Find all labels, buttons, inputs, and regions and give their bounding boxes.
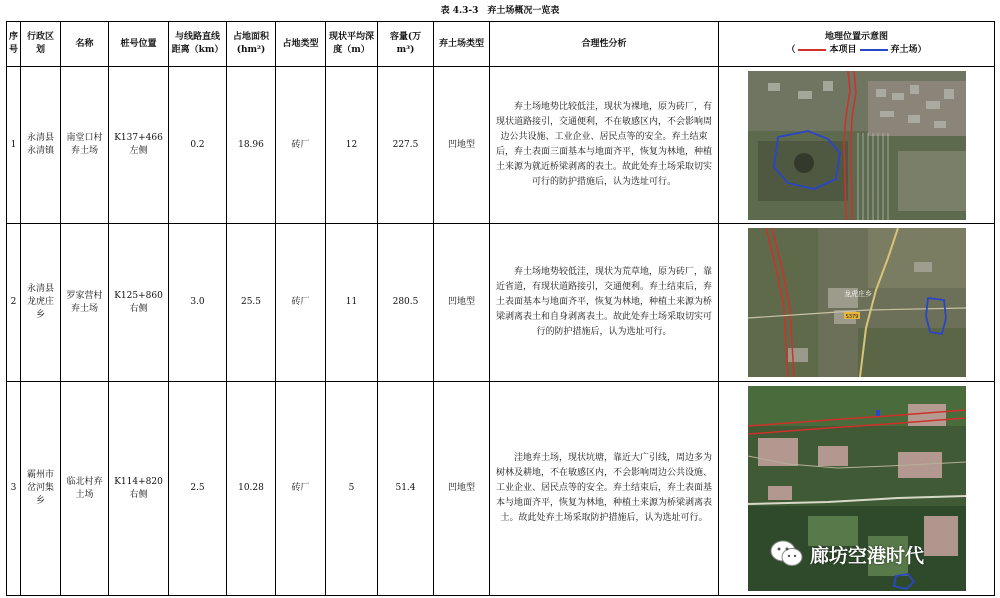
dump-site-table [6,21,995,596]
analysis-text: 洼地弃土场，现状坑塘，靠近大广引线，周边多为树林及耕地，不在敏感区内，不会影响周边公共设施、工业企业、居民点等的安全。弃土结束后，弃土表面基本与地面齐平，恢复为林地，种植土来源为桥梁剥离表土。故此处弃土场采取防护措施后，认为选址可行。 [495,453,712,523]
cell-district: 永清县永清镇 [21,67,61,224]
cell-depth: 12 [326,67,378,224]
header-distance: 与线路直线距离（km） [169,22,227,67]
cell-district: 永清县龙虎庄乡 [21,224,61,382]
analysis-text: 弃土场地势比较低洼，现状为裸地，原为砖厂，有现状道路接引，交通便利，不在敏感区内，不会影响周边公共设施、工业企业、居民点等的安全。弃土结束后，弃土表面三面基本与地面齐平，恢复为林地，种植土来源为就近桥梁剥离的表土。故此处弃土场采取切实可行的防护措施后，认为选址可行。 [495,102,712,187]
cell-dump-type: 凹地型 [434,224,490,382]
cell-area: 18.96 [227,67,276,224]
cell-land-type: 砖厂 [276,382,326,596]
cell-analysis [490,382,719,596]
table-caption: 表 4.3-3 弃土场概况一览表 [440,6,560,16]
cell-name: 罗家营村弃土场 [61,224,109,382]
cell-land-type: 砖厂 [276,67,326,224]
legend-dump-label: 弃土场 [890,45,918,55]
cell-stake: K125+860 右侧 [109,224,169,382]
cell-dump-type: 凹地型 [434,382,490,596]
header-dump-type: 弃土场类型 [434,22,490,67]
cell-analysis [490,224,719,382]
cell-seq: 1 [7,67,21,224]
cell-capacity: 51.4 [378,382,434,596]
map2-road-label: S379 [845,314,858,320]
map2-town-label: 龙虎庄乡 [843,290,872,298]
cell-distance: 0.2 [169,67,227,224]
dump-line-swatch [860,49,888,51]
cell-distance: 2.5 [169,382,227,596]
cell-location-map [719,224,995,382]
satellite-map-1 [748,71,966,220]
cell-depth: 11 [326,224,378,382]
cell-name: 临北村弃土场 [61,382,109,596]
wechat-icon [770,539,804,569]
header-district: 行政区划 [21,22,61,67]
cell-dump-type: 凹地型 [434,67,490,224]
cell-seq: 2 [7,224,21,382]
header-analysis: 合理性分析 [490,22,719,67]
header-location [719,22,995,67]
cell-area: 25.5 [227,224,276,382]
watermark [770,537,1000,571]
header-land-type: 占地类型 [276,22,326,67]
legend-project-label: 本项目 [829,45,857,55]
header-seq: 序号 [7,22,21,67]
map-legend: （ 本项目 弃土场） [786,45,927,55]
cell-capacity: 280.5 [378,224,434,382]
watermark-text: 廊坊空港时代 [810,544,925,567]
cell-analysis [490,67,719,224]
cell-location-map [719,67,995,224]
analysis-text: 弃土场地势较低洼，现状为荒草地，原为砖厂，靠近省道，有现状道路接引，交通便利。弃土结束后，弃土表面基本与地面齐平，恢复为林地，种植土来源为桥梁剥离表土和自身剥离表土。故此处弃土场采取切实可行的防护措施后，认为选址可行。 [495,267,712,337]
header-area: 占地面积(hm²) [227,22,276,67]
table-header-row [7,22,995,67]
location-title: 地理位置示意图 [824,32,888,42]
satellite-map-2 [748,228,966,377]
cell-area: 10.28 [227,382,276,596]
cell-depth: 5 [326,382,378,596]
header-capacity: 容量(万 m³) [378,22,434,67]
table-row [7,224,995,382]
project-line-swatch [798,49,826,51]
cell-distance: 3.0 [169,224,227,382]
header-stake: 桩号位置 [109,22,169,67]
table-row [7,67,995,224]
cell-name: 南堂口村弃土场 [61,67,109,224]
cell-land-type: 砖厂 [276,224,326,382]
cell-stake: K114+820 右侧 [109,382,169,596]
header-depth: 现状平均深度（m） [326,22,378,67]
cell-district: 霸州市岔河集乡 [21,382,61,596]
cell-seq: 3 [7,382,21,596]
header-name: 名称 [61,22,109,67]
cell-stake: K137+466 左侧 [109,67,169,224]
cell-capacity: 227.5 [378,67,434,224]
